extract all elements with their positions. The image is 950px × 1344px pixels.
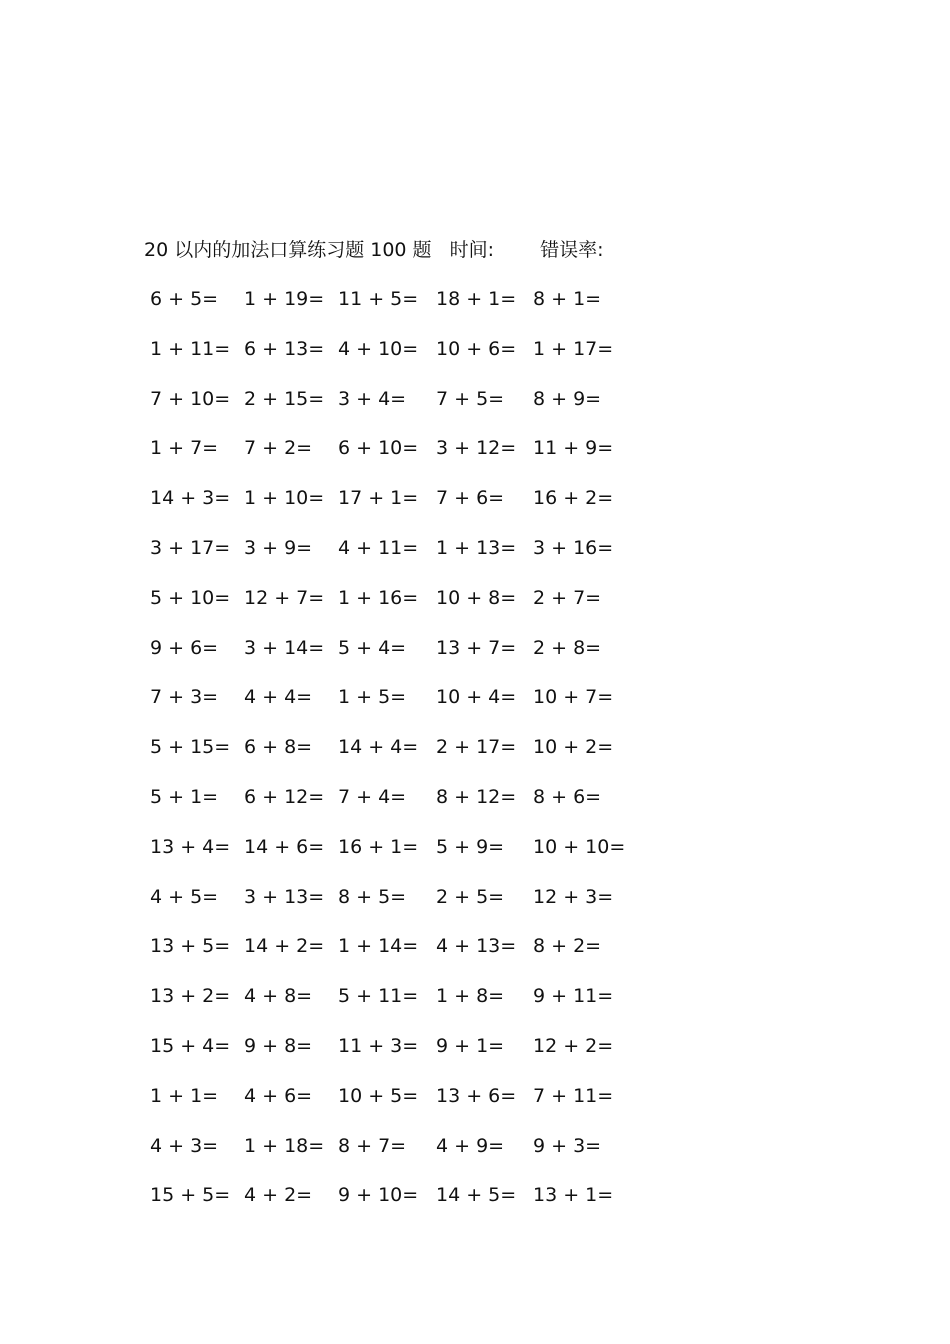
problem: 17 + 1=: [338, 487, 419, 510]
problem: 8 + 6=: [533, 785, 602, 808]
problem: 16 + 1=: [338, 835, 419, 858]
problem: 1 + 1=: [150, 1084, 219, 1107]
problem-row: [0, 434, 950, 484]
problem: 15 + 4=: [150, 1034, 231, 1057]
problem: 3 + 16=: [533, 536, 614, 559]
problem: 10 + 4=: [436, 686, 517, 709]
problem: 10 + 5=: [338, 1084, 419, 1107]
problem: 13 + 6=: [436, 1084, 517, 1107]
problem: 3 + 12=: [436, 437, 517, 460]
problem: 7 + 3=: [150, 686, 219, 709]
problem: 1 + 8=: [436, 985, 505, 1008]
problem: 8 + 12=: [436, 785, 517, 808]
problem: 2 + 17=: [436, 736, 517, 759]
problem: 13 + 5=: [150, 935, 231, 958]
problem: 1 + 17=: [533, 337, 614, 360]
problem: 12 + 3=: [533, 885, 614, 908]
problem: 4 + 6=: [244, 1084, 313, 1107]
problem: 6 + 12=: [244, 785, 325, 808]
problem: 6 + 13=: [244, 337, 325, 360]
problem: 6 + 8=: [244, 736, 313, 759]
problem-row: [0, 1082, 950, 1132]
problem: 4 + 9=: [436, 1134, 505, 1157]
problem: 5 + 9=: [436, 835, 505, 858]
problem: 8 + 1=: [533, 288, 602, 310]
problem-row: [0, 833, 950, 883]
problem: 1 + 7=: [150, 437, 219, 460]
problem: 10 + 10=: [533, 835, 626, 858]
problem: 5 + 10=: [150, 586, 231, 609]
problem-row: [0, 932, 950, 982]
problem-row: [0, 1181, 950, 1231]
problem-row: [0, 883, 950, 933]
problem: 4 + 2=: [244, 1184, 313, 1207]
problem: 2 + 7=: [533, 586, 602, 609]
problem: 7 + 5=: [436, 387, 505, 410]
problem: 14 + 3=: [150, 487, 231, 510]
problem: 7 + 4=: [338, 785, 407, 808]
problem: 3 + 17=: [150, 536, 231, 559]
problem: 10 + 6=: [436, 337, 517, 360]
problem: 7 + 10=: [150, 387, 231, 410]
problem: 1 + 11=: [150, 337, 231, 360]
problem: 9 + 8=: [244, 1034, 313, 1057]
problem: 4 + 8=: [244, 985, 313, 1008]
problem-row: [0, 584, 950, 634]
problem: 7 + 6=: [436, 487, 505, 510]
problem: 3 + 9=: [244, 536, 313, 559]
problem: 11 + 3=: [338, 1034, 419, 1057]
problem: 10 + 7=: [533, 686, 614, 709]
problem: 9 + 1=: [436, 1034, 505, 1057]
worksheet-header: [144, 236, 603, 264]
problem: 6 + 10=: [338, 437, 419, 460]
problem: 5 + 11=: [338, 985, 419, 1008]
problem: 3 + 14=: [244, 636, 325, 659]
problem: 10 + 8=: [436, 586, 517, 609]
problem: 1 + 5=: [338, 686, 407, 709]
problem: 8 + 2=: [533, 935, 602, 958]
problem: 12 + 2=: [533, 1034, 614, 1057]
time-label: 时间:: [449, 239, 495, 261]
problem-row: [0, 683, 950, 733]
problem: 14 + 6=: [244, 835, 325, 858]
problem: 1 + 14=: [338, 935, 419, 958]
problem: 16 + 2=: [533, 487, 614, 510]
problem: 13 + 7=: [436, 636, 517, 659]
problem-row: [0, 335, 950, 385]
problem: 9 + 11=: [533, 985, 614, 1008]
problem: 13 + 4=: [150, 835, 231, 858]
problem: 11 + 5=: [338, 288, 419, 310]
problem: 2 + 5=: [436, 885, 505, 908]
problem-row: [0, 1032, 950, 1082]
problem: 3 + 4=: [338, 387, 407, 410]
problem: 5 + 4=: [338, 636, 407, 659]
problem: 2 + 15=: [244, 387, 325, 410]
problem: 4 + 5=: [150, 885, 219, 908]
problem: 8 + 5=: [338, 885, 407, 908]
problem: 14 + 5=: [436, 1184, 517, 1207]
problem: 18 + 1=: [436, 288, 517, 310]
problem: 15 + 5=: [150, 1184, 231, 1207]
problem: 7 + 2=: [244, 437, 313, 460]
problem: 5 + 15=: [150, 736, 231, 759]
problem: 9 + 6=: [150, 636, 219, 659]
problem: 13 + 2=: [150, 985, 231, 1008]
problem-row: [0, 285, 950, 335]
problem-row: [0, 634, 950, 684]
problem: 1 + 19=: [244, 288, 325, 310]
problem-row: [0, 982, 950, 1032]
problem: 1 + 10=: [244, 487, 325, 510]
worksheet-title: 20 以内的加法口算练习题 100 题: [144, 239, 432, 261]
problem: 13 + 1=: [533, 1184, 614, 1207]
problem: 1 + 13=: [436, 536, 517, 559]
problem: 6 + 5=: [150, 288, 219, 310]
problem: 4 + 13=: [436, 935, 517, 958]
problem: 4 + 3=: [150, 1134, 219, 1157]
problem: 1 + 16=: [338, 586, 419, 609]
problem-row: [0, 484, 950, 534]
problem: 4 + 4=: [244, 686, 313, 709]
problem: 8 + 7=: [338, 1134, 407, 1157]
problem-grid: [0, 285, 950, 1231]
problem: 5 + 1=: [150, 785, 219, 808]
problem: 14 + 4=: [338, 736, 419, 759]
problem: 11 + 9=: [533, 437, 614, 460]
problem-row: [0, 534, 950, 584]
problem-row: [0, 385, 950, 435]
problem-row: [0, 783, 950, 833]
problem: 7 + 11=: [533, 1084, 614, 1107]
problem: 4 + 10=: [338, 337, 419, 360]
problem-row: [0, 1132, 950, 1182]
problem: 14 + 2=: [244, 935, 325, 958]
problem: 10 + 2=: [533, 736, 614, 759]
problem: 8 + 9=: [533, 387, 602, 410]
problem: 9 + 3=: [533, 1134, 602, 1157]
problem: 9 + 10=: [338, 1184, 419, 1207]
problem: 1 + 18=: [244, 1134, 325, 1157]
problem: 2 + 8=: [533, 636, 602, 659]
problem: 3 + 13=: [244, 885, 325, 908]
problem-row: [0, 733, 950, 783]
problem: 4 + 11=: [338, 536, 419, 559]
error-rate-label: 错误率:: [540, 239, 604, 261]
problem: 12 + 7=: [244, 586, 325, 609]
